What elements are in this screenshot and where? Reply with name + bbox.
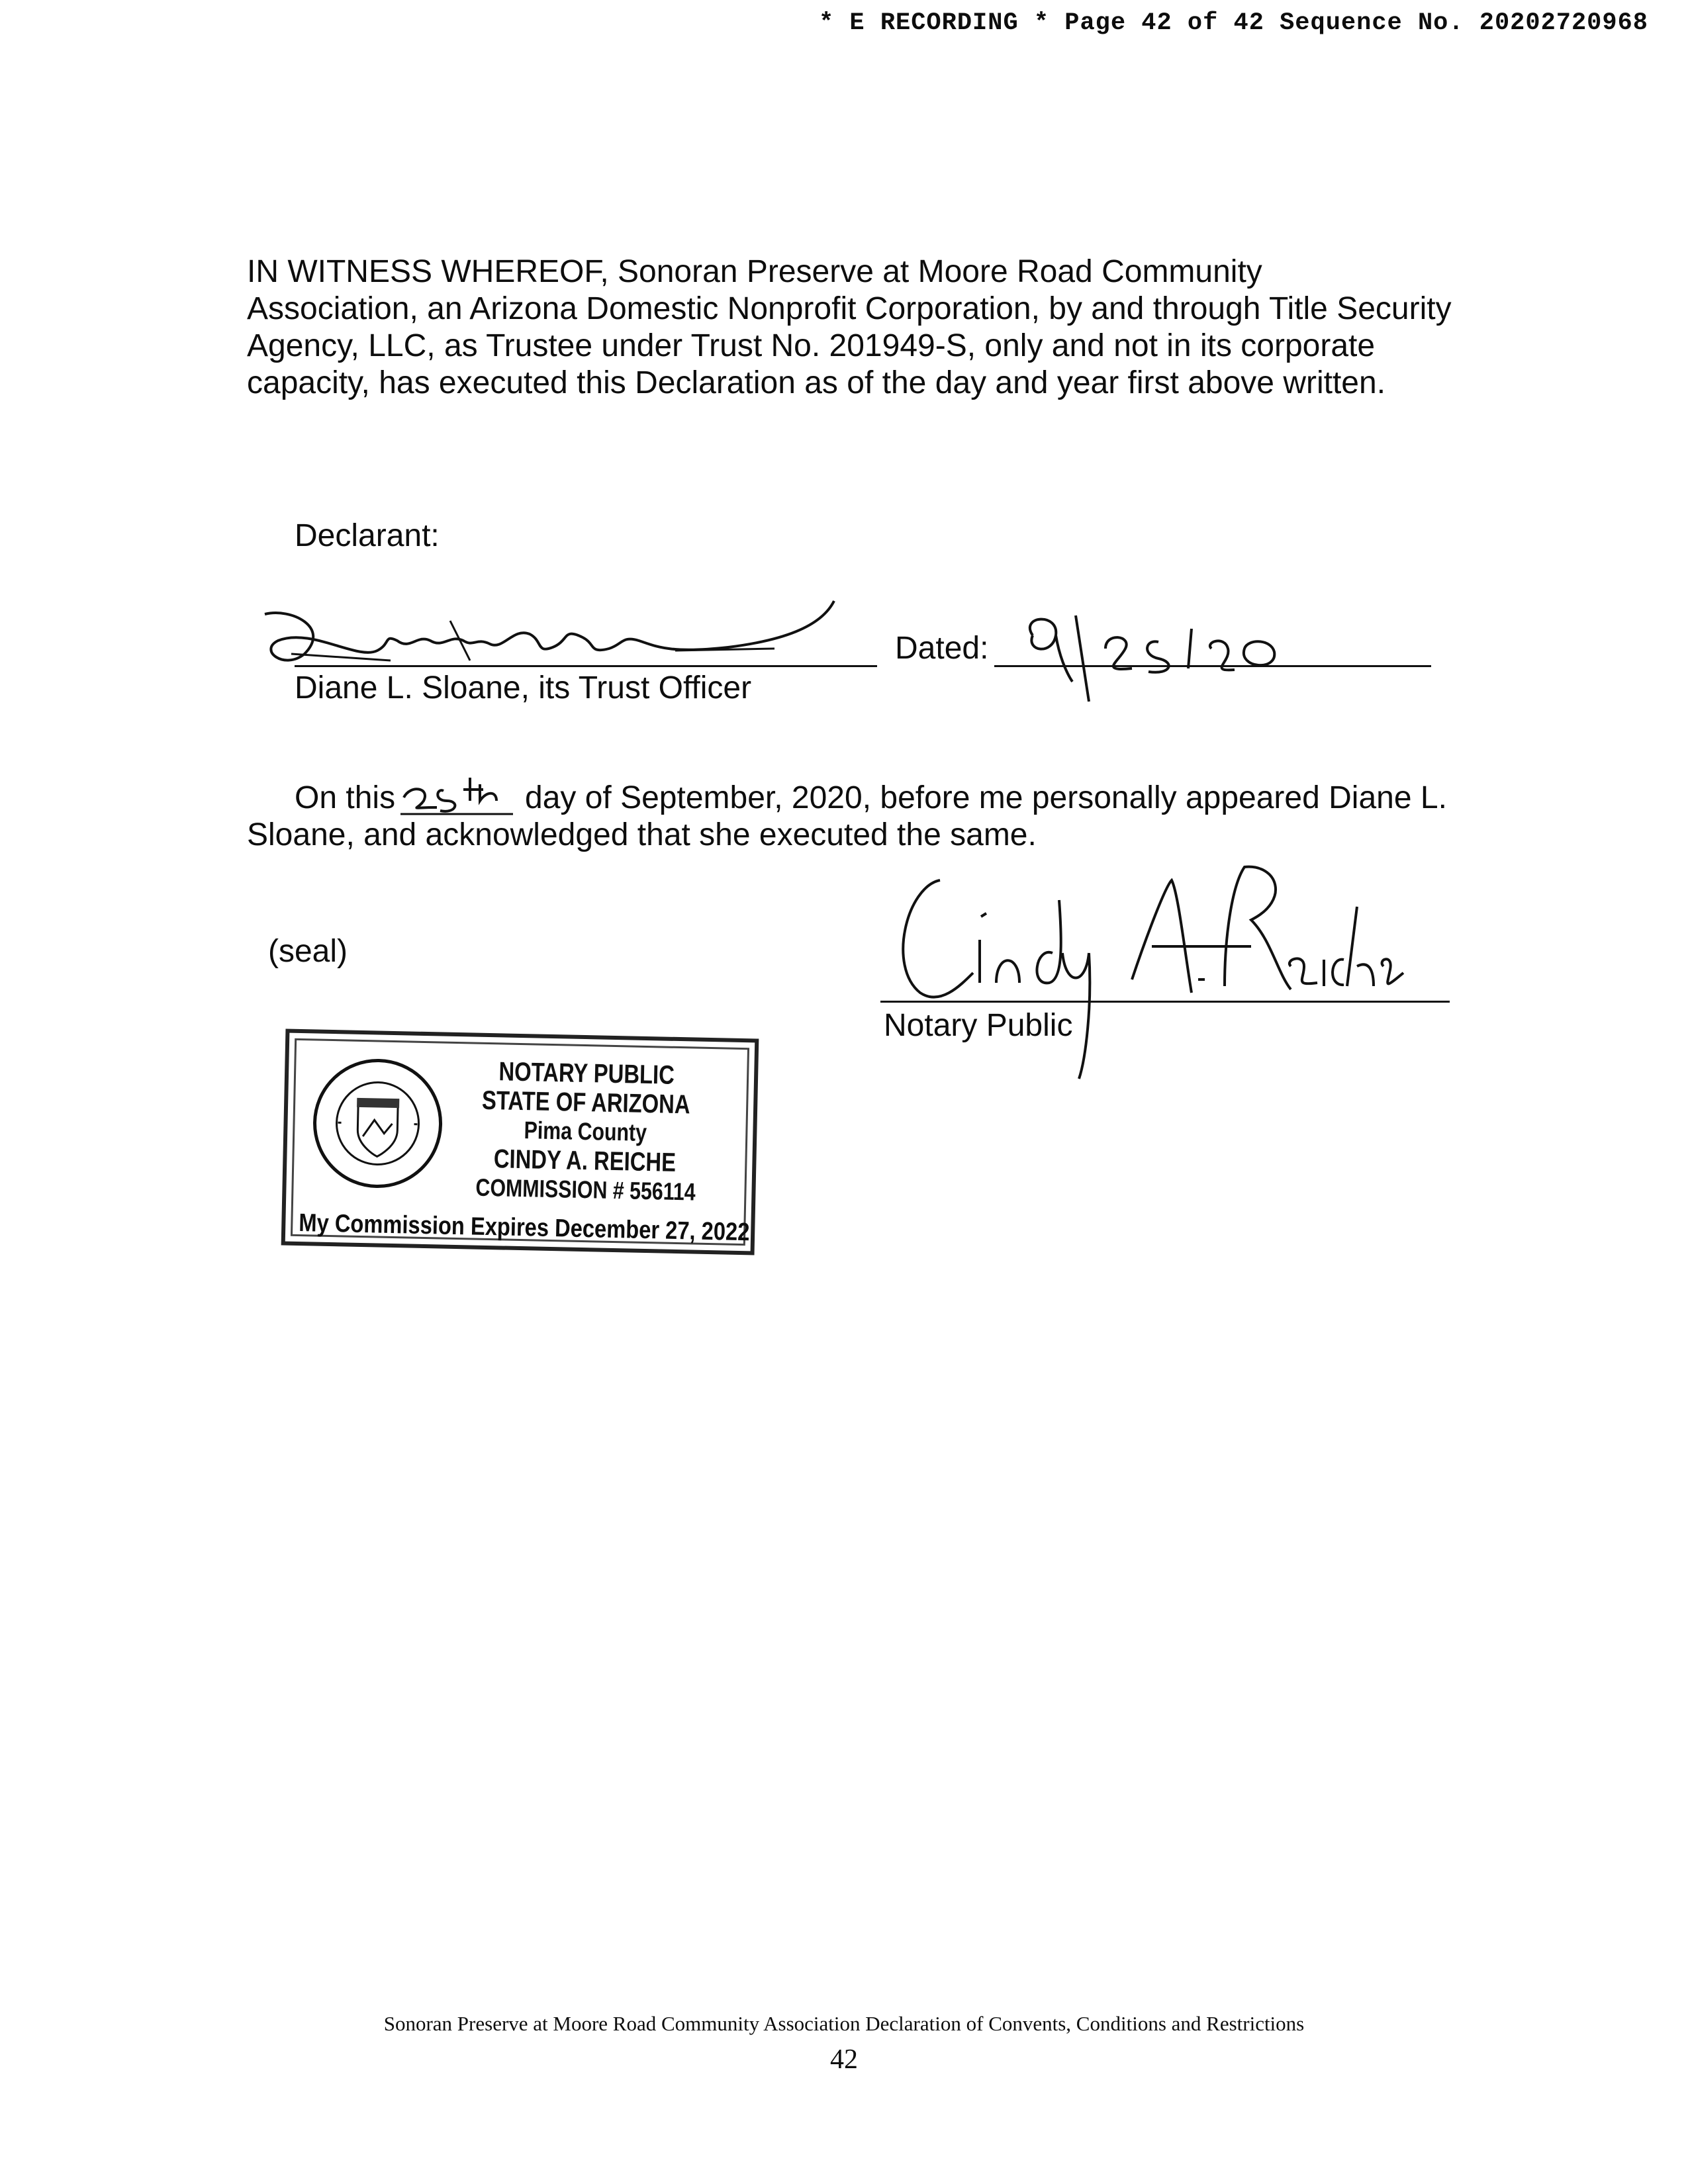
stamp-line-4: CINDY A. REICHE: [493, 1144, 677, 1177]
footer-title: Sonoran Preserve at Moore Road Community Association Declaration of Convents, Conditions and Restrictions: [383, 2012, 1305, 2035]
page-number: 42: [830, 2044, 858, 2075]
witness-paragraph: [247, 253, 1475, 402]
stamp-line-5: COMMISSION # 556114: [475, 1173, 696, 1206]
stamp-line-1: NOTARY PUBLIC: [498, 1057, 675, 1090]
recording-header: * E RECORDING * Page 42 of 42 Sequence No. 20202720968: [819, 9, 1648, 37]
acknowledgment-prefix: On this: [295, 780, 396, 815]
notary-stamp: [281, 1029, 759, 1255]
stamp-line-2: STATE OF ARIZONA: [481, 1085, 690, 1120]
declarant-signer-caption: Diane L. Sloane, its Trust Officer: [295, 670, 752, 705]
arizona-seal-icon: [310, 1056, 445, 1191]
acknowledgment-line-1: day of September, 2020, before me personally appeared Diane L.: [525, 780, 1447, 815]
notary-caption: Notary Public: [884, 1008, 1073, 1043]
acknowledgment-line-2: Sloane, and acknowledged that she executed the same.: [247, 817, 1037, 852]
declarant-label: Declarant:: [295, 518, 440, 553]
notary-signature-line: [880, 1001, 1450, 1003]
seal-label: (seal): [268, 934, 348, 969]
stamp-expiry: My Commission Expires December 27, 2022: [298, 1209, 750, 1247]
witness-line-3: Agency, LLC, as Trustee under Trust No. 201949-S, only and not in its corporate: [247, 328, 1376, 363]
stamp-line-3: Pima County: [524, 1116, 647, 1147]
witness-line-2: Association, an Arizona Domestic Nonprofit Corporation, by and through Title Security: [247, 291, 1452, 326]
witness-line-4: capacity, has executed this Declaration as of the day and year first above written.: [247, 365, 1386, 400]
notary-stamp-text: [475, 1057, 696, 1207]
declarant-signature-line: [295, 665, 877, 667]
dated-label: Dated:: [895, 631, 989, 666]
witness-line-1: IN WITNESS WHEREOF, Sonoran Preserve at Moore Road Community: [247, 254, 1262, 289]
